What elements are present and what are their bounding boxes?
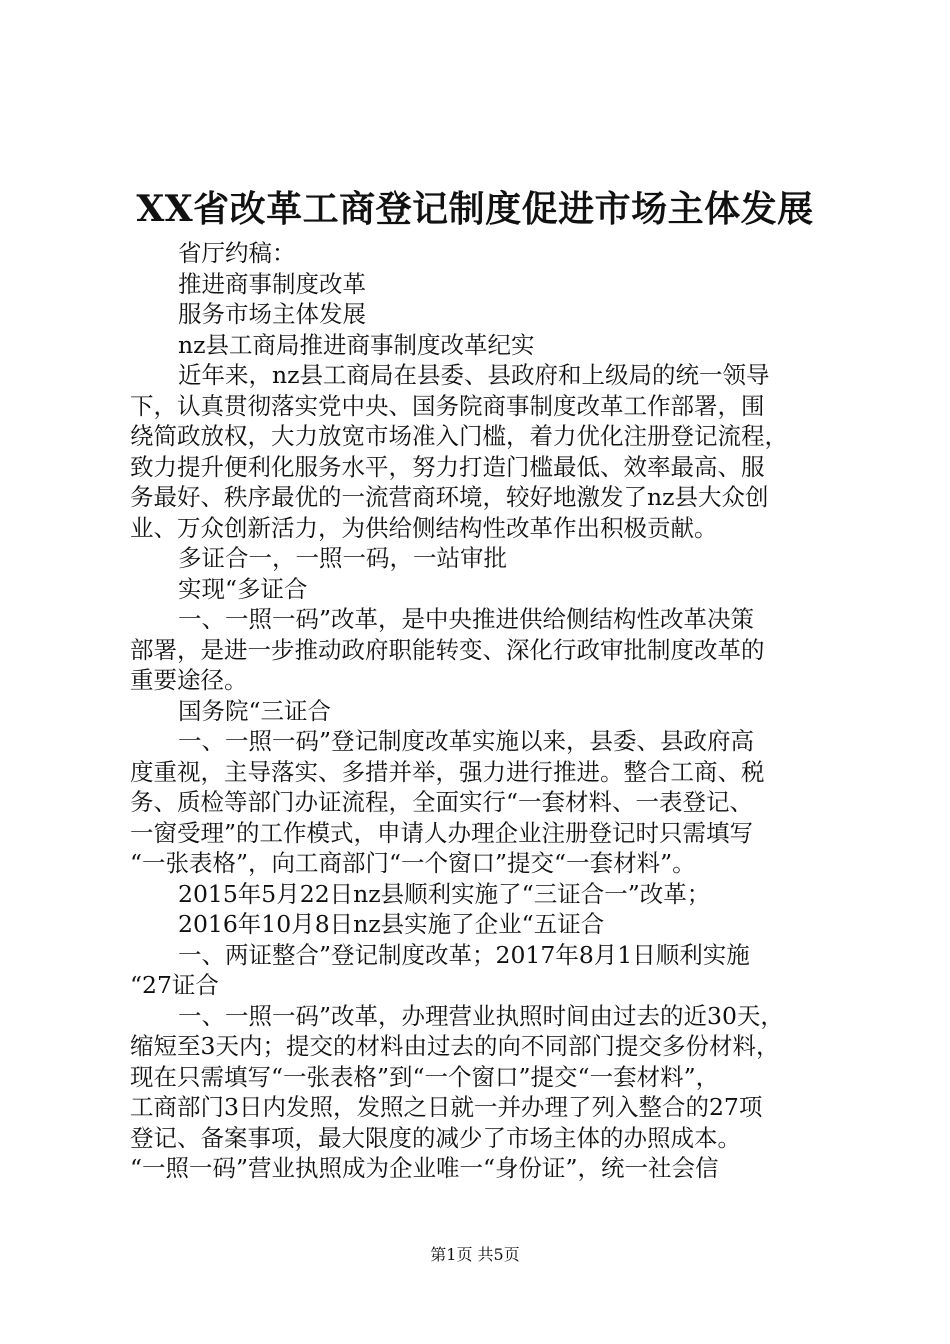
page-footer: 第1页 共5页 xyxy=(430,1245,520,1264)
text-line: 推进商事制度改革 xyxy=(178,269,366,298)
text-line: 2015年5月22日nz县顺利实施了“三证合一”改革； xyxy=(178,879,711,908)
text-line: 登记、备案事项，最大限度的减少了市场主体的办照成本。 xyxy=(130,1123,741,1152)
text-line: 部署，是进一步推动政府职能转变、深化行政审批制度改革的 xyxy=(130,635,765,664)
text-line: 务最好、秩序最优的一流营商环境，较好地激发了nz县大众创 xyxy=(130,483,769,511)
text-line: 多证合一，一照一码，一站审批 xyxy=(178,544,507,572)
text-line: 一、一照一码”改革，是中央推进供给侧结构性改革决策 xyxy=(178,605,755,633)
text-line: “一张表格”，向工商部门“一个窗口”提交“一套材料”。 xyxy=(130,849,696,877)
text-line: 下，认真贯彻落实党中央、国务院商事制度改革工作部署，围 xyxy=(130,391,765,420)
text-line: 省厅约稿： xyxy=(178,239,296,267)
text-line: 服务市场主体发展 xyxy=(178,300,366,328)
text-line: 度重视，主导落实、多措并举，强力进行推进。整合工商、税 xyxy=(130,757,765,786)
text-line: nz县工商局推进商事制度改革纪实 xyxy=(178,330,535,359)
text-line: 现在只需填写“一张表格”到“一个窗口”提交“一套材料”， xyxy=(130,1062,720,1091)
document-body xyxy=(130,238,840,1184)
text-line: 实现“多证合 xyxy=(178,574,308,603)
text-line: 一、两证整合”登记制度改革；2017年8月1日顺利实施 xyxy=(178,940,750,969)
text-line: 一窗受理”的工作模式，申请人办理企业注册登记时只需填写 xyxy=(130,818,754,847)
text-line: 重要途径。 xyxy=(130,666,248,694)
text-line: 务、质检等部门办证流程，全面实行“一套材料、一表登记、 xyxy=(130,788,754,816)
text-line: 一、一照一码”登记制度改革实施以来，县委、县政府高 xyxy=(178,727,755,755)
text-line: 近年来，nz县工商局在县委、县政府和上级局的统一领导 xyxy=(178,361,770,389)
text-line: “一照一码”营业执照成为企业唯一“身份证”，统一社会信 xyxy=(130,1154,719,1182)
text-line: “27证合 xyxy=(130,971,219,999)
text-line: 缩短至3天内；提交的材料由过去的向不同部门提交多份材料， xyxy=(130,1032,780,1060)
document-title: XX省改革工商登记制度促进市场主体发展 xyxy=(136,188,814,230)
text-line: 业、万众创新活力，为供给侧结构性改革作出积极贡献。 xyxy=(130,513,718,542)
text-line: 一、一照一码”改革，办理营业执照时间由过去的近30天， xyxy=(178,1001,784,1030)
text-line: 2016年10月8日nz县实施了企业“五证合 xyxy=(178,910,605,938)
text-line: 致力提升便利化服务水平，努力打造门槛最低、效率最高、服 xyxy=(130,452,765,481)
text-line: 绕简政放权，大力放宽市场准入门槛，着力优化注册登记流程， xyxy=(130,422,788,450)
text-line: 国务院“三证合 xyxy=(178,696,332,725)
text-line: 工商部门3日内发照，发照之日就一并办理了列入整合的27项 xyxy=(130,1093,763,1121)
